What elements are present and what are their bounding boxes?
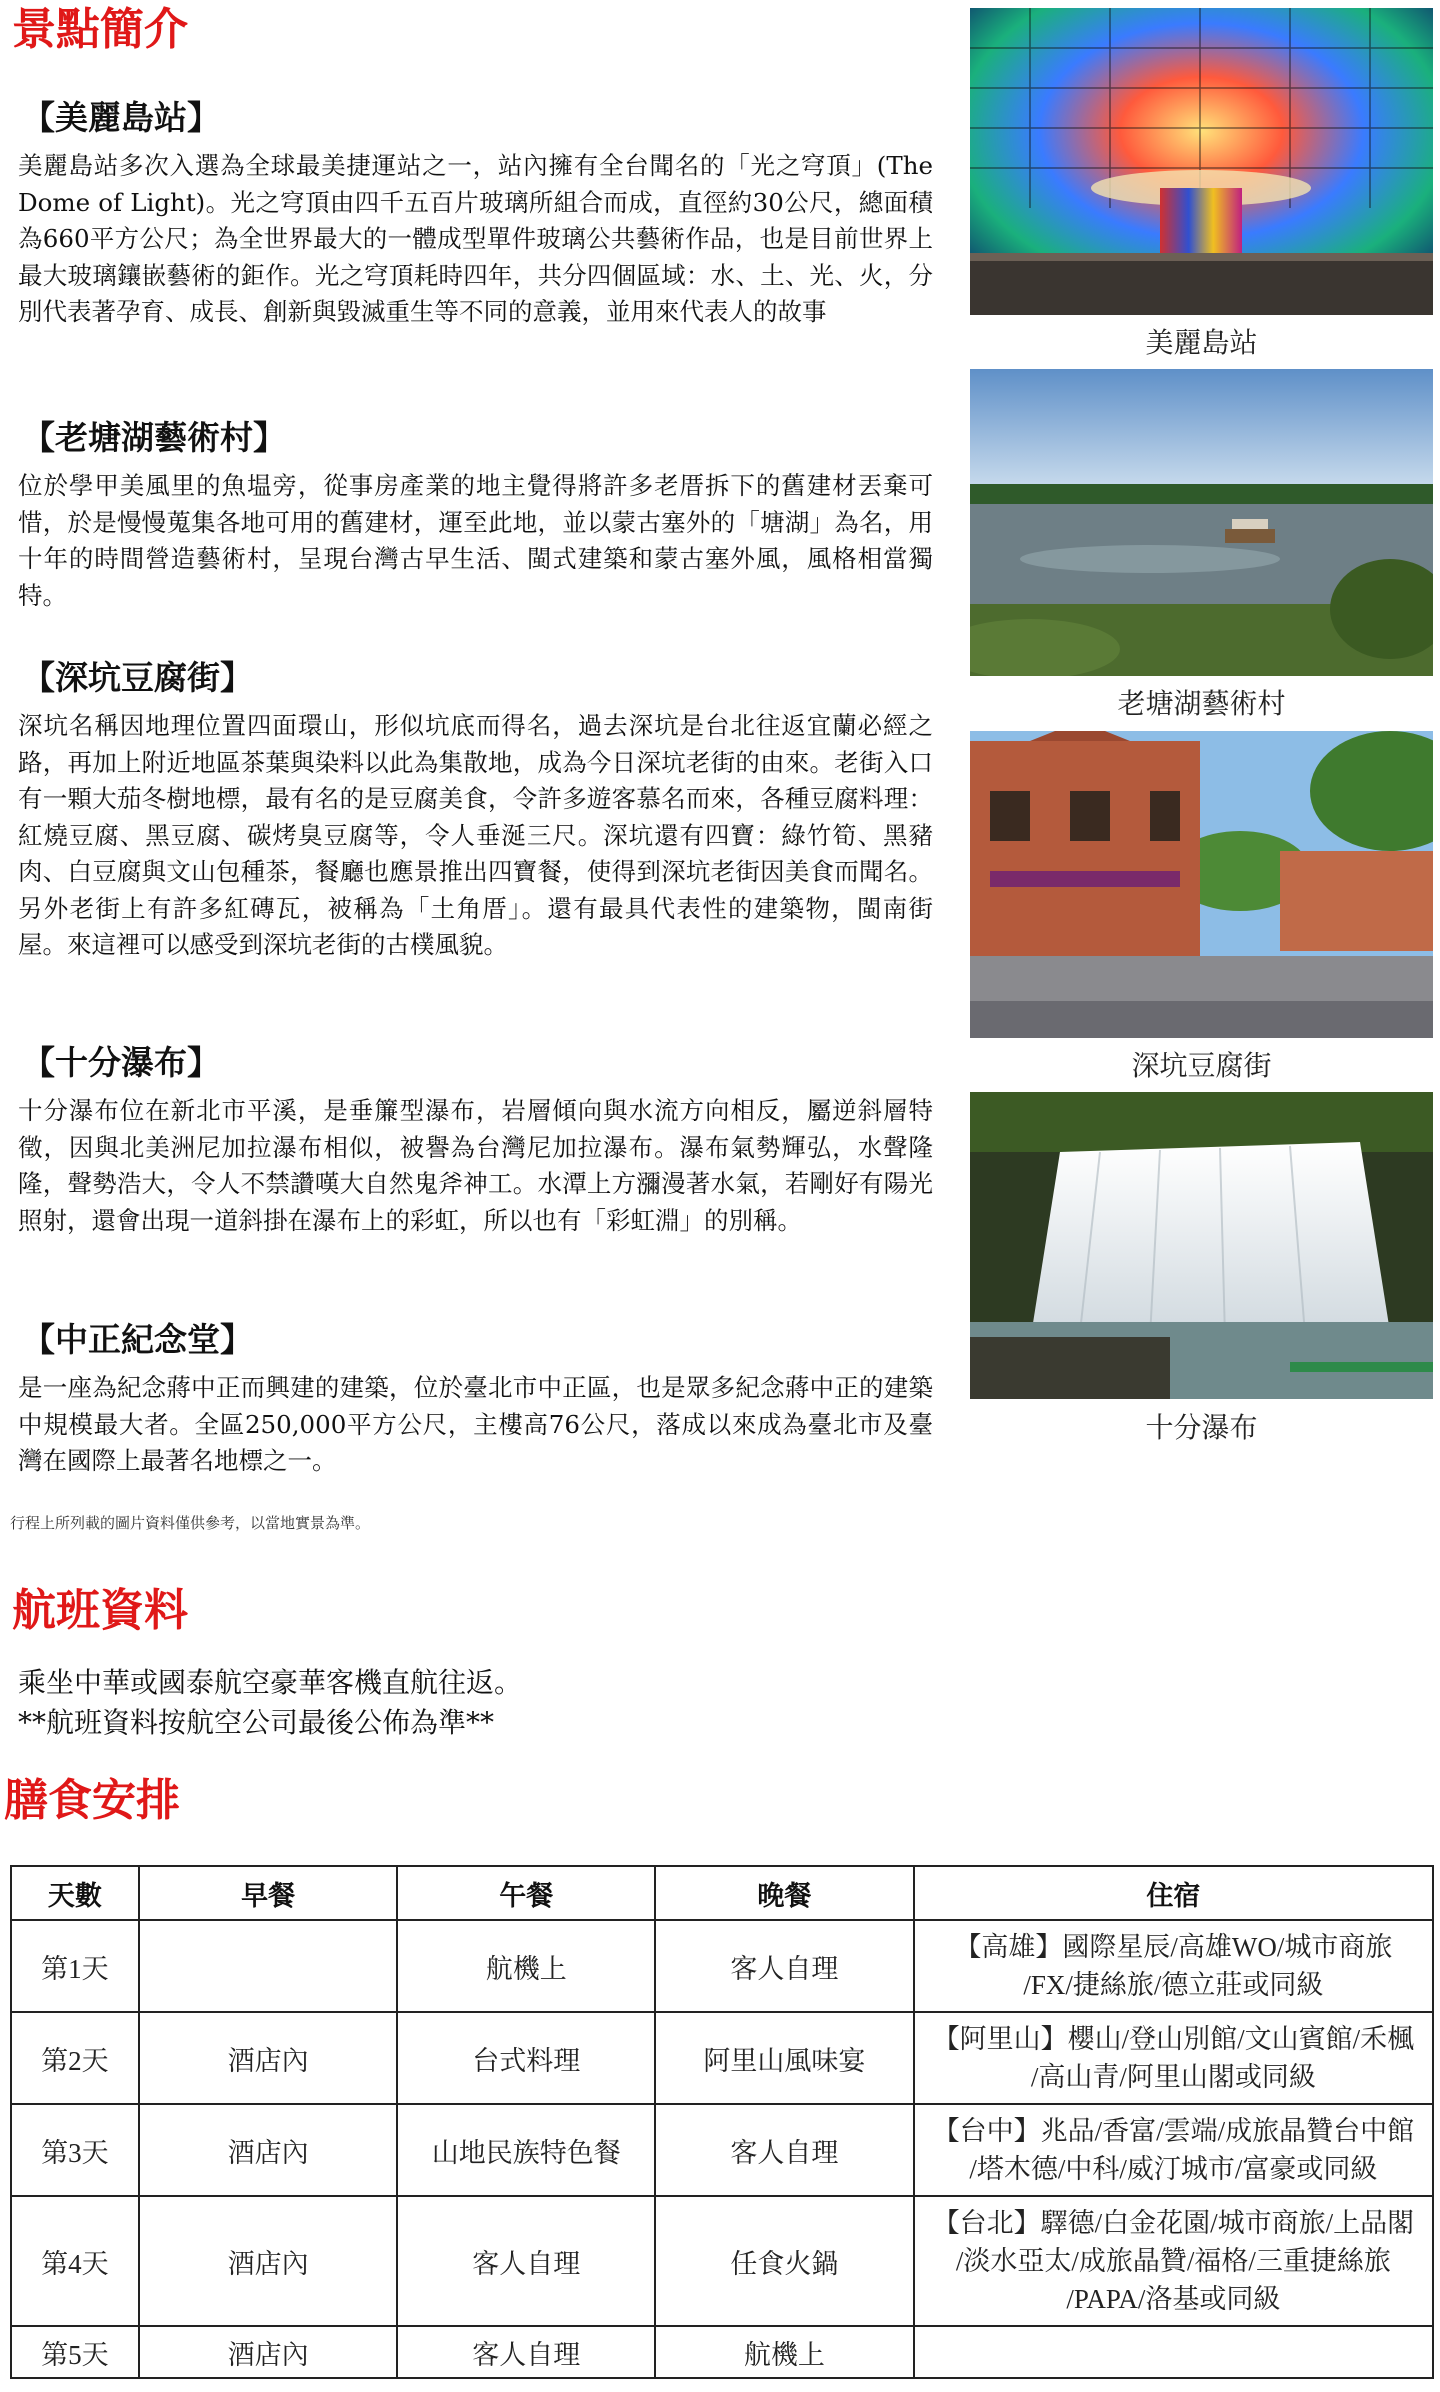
spot-block-shifen (18, 1043, 933, 1239)
cell-lunch: 客人自理 (397, 2326, 655, 2378)
col-header-breakfast: 早餐 (139, 1866, 398, 1920)
table-row (11, 2104, 1433, 2196)
spot-title: 【中正紀念堂】 (22, 1320, 253, 1359)
table-row (11, 1920, 1433, 2012)
hotel-line: 【台北】驛德/白金花園/城市商旅/上品閣 (932, 2208, 1415, 2238)
table-row (11, 2012, 1433, 2104)
cell-dinner: 客人自理 (655, 2104, 914, 2196)
col-header-hotel: 住宿 (914, 1866, 1433, 1920)
cell-hotel (914, 1920, 1433, 2012)
cell-dinner: 任食火鍋 (655, 2196, 914, 2326)
photo-shenkeng-tofu-street (970, 731, 1433, 1038)
flight-line-1: 乘坐中華或國泰航空豪華客機直航往返。 (18, 1666, 523, 1699)
hotel-line: /塔木德/中科/威汀城市/富豪或同級 (969, 2154, 1378, 2184)
table-row (11, 2196, 1433, 2326)
meal-table (10, 1865, 1434, 2379)
cell-breakfast: 酒店內 (139, 2104, 398, 2196)
cell-hotel (914, 2012, 1433, 2104)
cell-day: 第4天 (11, 2196, 139, 2326)
hotel-line: /FX/捷絲旅/德立莊或同級 (1023, 1970, 1324, 2000)
hotel-line: 【台中】兆品/香富/雲端/成旅晶贊台中館 (932, 2116, 1415, 2146)
photo-meilidao-station (970, 8, 1433, 315)
hotel-line: 【阿里山】櫻山/登山別館/文山賓館/禾楓 (932, 2024, 1415, 2054)
cell-dinner: 航機上 (655, 2326, 914, 2378)
hotel-line: /高山青/阿里山閣或同級 (1030, 2062, 1316, 2092)
col-header-lunch: 午餐 (397, 1866, 655, 1920)
cell-dinner: 阿里山風味宴 (655, 2012, 914, 2104)
hotel-line: /淡水亞太/成旅晶贊/福格/三重捷絲旅 (955, 2246, 1391, 2276)
cell-lunch: 客人自理 (397, 2196, 655, 2326)
spot-description: 位於學甲美風里的魚塭旁，從事房產業的地主覺得將許多老厝拆下的舊建材丟棄可惜，於是慢慢蒐集各地可用的舊建材，運至此地，並以蒙古塞外的「塘湖」為名，用十年的時間營造藝術村，呈現台灣古早生活、閩式建築和蒙古塞外風，風格相當獨特。 (18, 471, 933, 610)
spot-block-laotanghu (18, 418, 933, 614)
col-header-day: 天數 (11, 1866, 139, 1920)
cell-breakfast: 酒店內 (139, 2012, 398, 2104)
photo-disclaimer: 行程上所列載的圖片資料僅供參考，以當地實景為準。 (10, 1514, 371, 1532)
cell-hotel (914, 2104, 1433, 2196)
spot-block-meilidao (18, 98, 933, 331)
photo-laotanghu-village (970, 369, 1433, 676)
photo-caption: 美麗島站 (1145, 326, 1258, 359)
cell-day: 第1天 (11, 1920, 139, 2012)
cell-lunch: 航機上 (397, 1920, 655, 2012)
photo-caption: 十分瀑布 (1145, 1411, 1258, 1444)
cell-day: 第5天 (11, 2326, 139, 2378)
col-header-dinner: 晚餐 (655, 1866, 914, 1920)
flight-info (18, 1663, 522, 1743)
spot-title: 【深坑豆腐街】 (22, 658, 253, 697)
photo-caption: 深坑豆腐街 (1131, 1049, 1272, 1082)
hotel-line: /PAPA/洛基或同級 (1066, 2284, 1281, 2314)
cell-hotel (914, 2196, 1433, 2326)
spot-description: 十分瀑布位在新北市平溪，是垂簾型瀑布，岩層傾向與水流方向相反，屬逆斜層特徵，因與北美洲尼加拉瀑布相似，被譽為台灣尼加拉瀑布。瀑布氣勢輝弘，水聲隆隆，聲勢浩大，令人不禁讚嘆大自然鬼斧神工。水潭上方瀰漫著水氣，若剛好有陽光照射，還會出現一道斜掛在瀑布上的彩虹，所以也有「彩虹淵」的別稱。 (18, 1096, 933, 1235)
meal-table-header-row (11, 1866, 1433, 1920)
cell-dinner: 客人自理 (655, 1920, 914, 2012)
section-title-intro: 景點簡介 (12, 4, 188, 55)
cell-breakfast: 酒店內 (139, 2326, 398, 2378)
section-title-meals: 膳食安排 (4, 1775, 180, 1826)
table-row (11, 2326, 1433, 2378)
spot-description: 美麗島站多次入選為全球最美捷運站之一，站內擁有全台聞名的「光之穹頂」(The Dome of Light)。光之穹頂由四千五百片玻璃所組合而成，直徑約30公尺，總面積為660平方公尺；為全世界最大的一體成型單件玻璃公共藝術作品，也是目前世界上最大玻璃鑲嵌藝術的鉅作。光之穹頂耗時四年，共分四個區域：水、土、光、火，分別代表著孕育、成長、創新與毀滅重生等不同的意義，並用來代表人的故事 (18, 151, 933, 326)
section-title-flight: 航班資料 (12, 1585, 188, 1636)
spot-description: 是一座為紀念蔣中正而興建的建築，位於臺北市中正區，也是眾多紀念蔣中正的建築中規模最大者。全區250,000平方公尺，主樓高76公尺，落成以來成為臺北市及臺灣在國際上最著名地標之一。 (18, 1373, 933, 1475)
flight-line-2: **航班資料按航空公司最後公佈為準** (18, 1706, 495, 1739)
photo-shifen-waterfall (970, 1092, 1433, 1399)
cell-day: 第3天 (11, 2104, 139, 2196)
cell-lunch: 台式料理 (397, 2012, 655, 2104)
cell-lunch: 山地民族特色餐 (397, 2104, 655, 2196)
cell-breakfast (139, 1920, 398, 2012)
photo-caption: 老塘湖藝術村 (1117, 687, 1286, 720)
spot-description: 深坑名稱因地理位置四面環山，形似坑底而得名，過去深坑是台北往返宜蘭必經之路，再加上附近地區茶葉與染料以此為集散地，成為今日深坑老街的由來。老街入口有一顆大茄冬樹地標，最有名的是豆腐美食，令許多遊客慕名而來，各種豆腐料理：紅燒豆腐、黑豆腐、碳烤臭豆腐等，令人垂涎三尺。深坑還有四寶：綠竹筍、黑豬肉、白豆腐與文山包種茶，餐廳也應景推出四寶餐，使得到深坑老街因美食而聞名。另外老街上有許多紅磚瓦，被稱為「土角厝」。還有最具代表性的建築物，閩南街屋。來這裡可以感受到深坑老街的古樸風貌。 (18, 711, 933, 959)
cell-hotel (914, 2326, 1433, 2378)
cell-day: 第2天 (11, 2012, 139, 2104)
spot-title: 【十分瀑布】 (22, 1043, 220, 1082)
cell-breakfast: 酒店內 (139, 2196, 398, 2326)
spot-block-shenkeng (18, 658, 933, 964)
spot-title: 【美麗島站】 (22, 98, 220, 137)
spot-block-cks-memorial (18, 1320, 933, 1480)
spot-title: 【老塘湖藝術村】 (22, 418, 286, 457)
hotel-line: 【高雄】國際星辰/高雄WO/城市商旅 (954, 1932, 1393, 1962)
